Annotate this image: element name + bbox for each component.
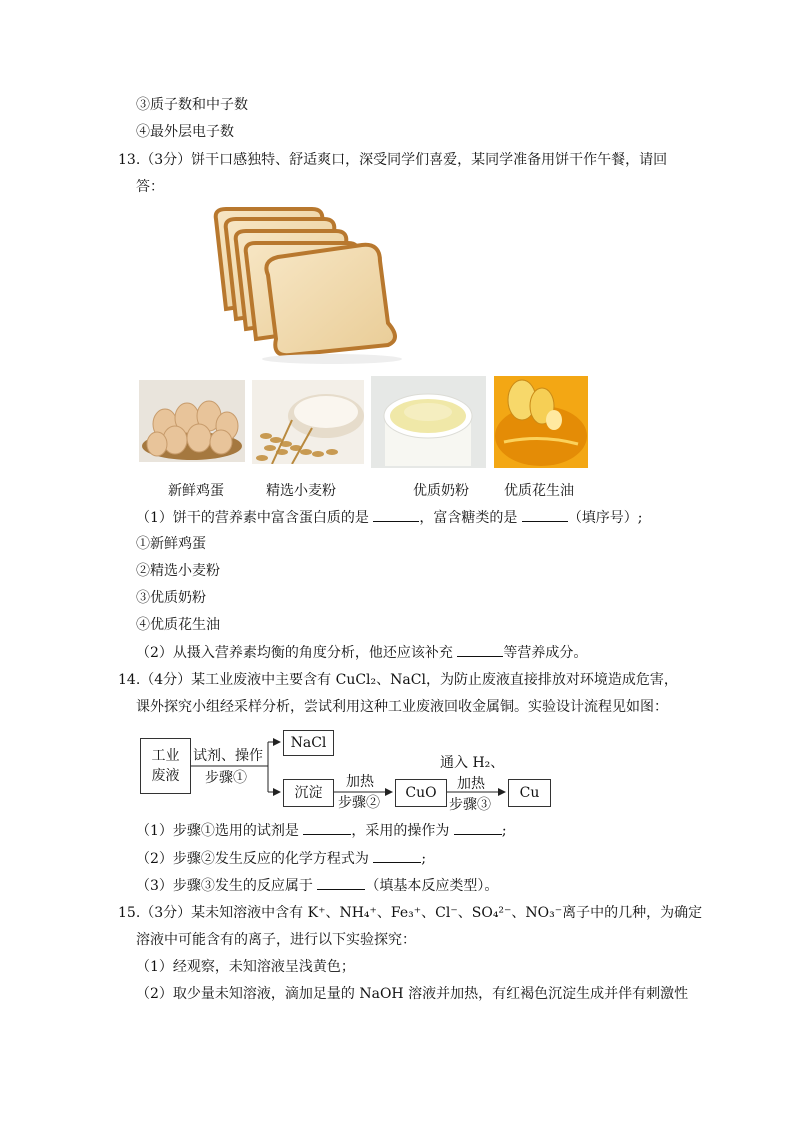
q14-stem-line1: 14.（4分）某工业废液中主要含有 CuCl₂、NaCl，为防止废液直接排放对环境造成危害， xyxy=(118,672,678,688)
q14-sub2 xyxy=(136,848,426,869)
q14-sub3 xyxy=(136,875,498,896)
answer-blank[interactable] xyxy=(373,848,421,863)
caption-flour: 精选小麦粉 xyxy=(266,483,336,499)
q14-sub1 xyxy=(136,820,507,841)
flow-label-heat2: 加热 xyxy=(457,776,485,792)
flow-box-precipitate: 沉淀 xyxy=(283,779,334,807)
q13-sub1-text-b: ，富含糖类的是 xyxy=(419,510,522,526)
q13-sub2-text-b: 等营养成分。 xyxy=(503,645,588,661)
q13-option-3: ③优质奶粉 xyxy=(136,590,206,606)
q14-sub3-text-b: （填基本反应类型）。 xyxy=(365,878,499,894)
q15-sub1: （1）经观察，未知溶液呈浅黄色； xyxy=(136,959,355,975)
caption-eggs: 新鲜鸡蛋 xyxy=(168,483,224,499)
q14-sub1-text-a: （1）步骤①选用的试剂是 xyxy=(136,823,304,839)
flow-label-step3: 步骤③ xyxy=(449,797,491,813)
q14-stem-line2: 课外探究小组经采样分析，尝试利用这种工业废液回收金属铜。实验设计流程见如图： xyxy=(136,699,668,715)
q14-sub2-text-a: （2）步骤②发生反应的化学方程式为 xyxy=(136,851,374,867)
q13-stem-line2: 答： xyxy=(136,179,164,195)
answer-blank[interactable] xyxy=(454,820,502,835)
flow-label-step2: 步骤② xyxy=(338,795,380,811)
q12-option-3: ③质子数和中子数 xyxy=(136,97,248,113)
q13-stem-line1: 13.（3分）饼干口感独特、舒适爽口，深受同学们喜爱，某同学准备用饼干作午餐，请回 xyxy=(118,152,668,168)
q12-option-4: ④最外层电子数 xyxy=(136,124,234,140)
q15-stem-line2: 溶液中可能含有的离子，进行以下实验探究： xyxy=(136,932,416,948)
flow-box-nacl: NaCl xyxy=(283,730,334,756)
flow-box-cuo: CuO xyxy=(395,779,447,807)
flow-box-cu: Cu xyxy=(508,779,551,807)
flow-label-step1: 步骤① xyxy=(205,770,247,786)
q13-sub1-text-a: （1）饼干的营养素中富含蛋白质的是 xyxy=(136,510,374,526)
q15-sub2: （2）取少量未知溶液，滴加足量的 NaOH 溶液并加热，有红褐色沉淀生成并伴有刺激性 xyxy=(136,986,689,1002)
q13-option-4: ④优质花生油 xyxy=(136,617,220,633)
caption-peanut-oil: 优质花生油 xyxy=(504,483,574,499)
caption-milk-powder: 优质奶粉 xyxy=(413,483,469,499)
answer-blank[interactable] xyxy=(317,875,365,890)
q15-stem-line1: 15.（3分）某未知溶液中含有 K⁺、NH₄⁺、Fe₃⁺、Cl⁻、SO₄²⁻、NO₃⁻离子中的几种，为确定 xyxy=(118,905,703,921)
flow-label-reagent-operation: 试剂、操作 xyxy=(193,748,263,764)
flow-box-industrial-waste: 工业 废液 xyxy=(140,738,191,794)
q14-sub2-text-b: ; xyxy=(421,851,427,867)
q14-sub3-text-a: （3）步骤③发生的反应属于 xyxy=(136,878,318,894)
q14-sub1-text-b: ，采用的操作为 xyxy=(351,823,454,839)
q13-sub1-text-c: （填序号）; xyxy=(567,510,643,526)
q14-sub1-text-c: ; xyxy=(501,823,507,839)
answer-blank[interactable] xyxy=(303,820,351,835)
q13-sub2-text-a: （2）从摄入营养素均衡的角度分析，他还应该补充 xyxy=(136,645,458,661)
q13-option-1: ①新鲜鸡蛋 xyxy=(136,536,206,552)
flow-label-pass-h2: 通入 H₂、 xyxy=(440,755,505,771)
flow-label-heat: 加热 xyxy=(346,774,374,790)
q13-option-2: ②精选小麦粉 xyxy=(136,563,220,579)
